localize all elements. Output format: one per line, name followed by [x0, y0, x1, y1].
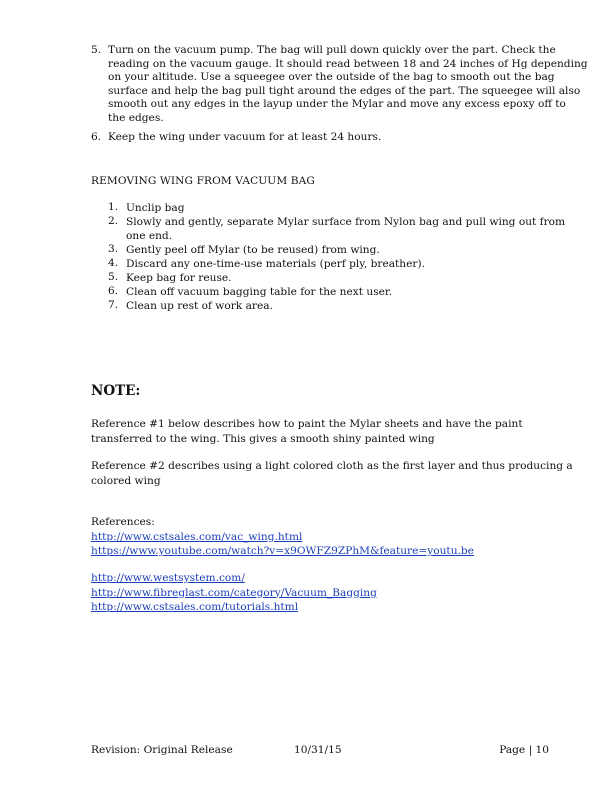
footer-revision: Revision: Original Release	[91, 744, 233, 756]
list-item	[126, 299, 273, 313]
text-line: Keep bag for reuse.	[126, 272, 232, 284]
text-line: Unclip bag	[126, 202, 185, 214]
text-line: on your altitude. Use a squeegee over the outside of the bag to smooth out the bag	[108, 71, 555, 84]
list-number: 5.	[108, 271, 119, 283]
reference-link[interactable]: https://www.youtube.com/watch?v=x9OWFZ9ZPhM&feature=youtu.be	[91, 545, 474, 557]
step-number: 5.	[91, 44, 102, 56]
references-label: References:	[91, 516, 155, 528]
step-text	[108, 44, 588, 126]
removing-heading: REMOVING WING FROM VACUUM BAG	[91, 175, 315, 187]
list-item	[126, 215, 565, 243]
list-number: 7.	[108, 299, 119, 311]
step-number: 6.	[91, 131, 102, 143]
text-line: transferred to the wing. This gives a smooth shiny painted wing	[91, 432, 435, 445]
list-number: 6.	[108, 285, 119, 297]
note-heading: NOTE:	[91, 383, 141, 399]
text-line: Reference #2 describes using a light colored cloth as the first layer and thus producing a	[91, 460, 573, 472]
reference-link[interactable]: http://www.cstsales.com/vac_wing.html	[91, 530, 303, 543]
list-item	[126, 201, 185, 215]
text-line: Slowly and gently, separate Mylar surface from Nylon bag and pull wing out from	[126, 216, 566, 228]
reference-link[interactable]: http://www.fibreglast.com/category/Vacuum_Bagging	[91, 586, 377, 599]
list-item	[126, 243, 380, 257]
text-line: Clean off vacuum bagging table for the next user.	[126, 286, 393, 298]
text-line: Discard any one-time-use materials (perf ply, breather).	[126, 258, 425, 270]
footer-page-number: Page | 10	[499, 744, 549, 756]
step-text	[108, 131, 549, 145]
text-line: colored wing	[91, 474, 161, 487]
text-line: Gently peel off Mylar (to be reused) from wing.	[126, 244, 380, 256]
footer-date: 10/31/15	[294, 744, 342, 756]
note-paragraph-1	[91, 417, 561, 446]
reference-link[interactable]: http://www.cstsales.com/tutorials.html	[91, 601, 299, 613]
text-line: smooth out any edges in the layup under the Mylar and move any excess epoxy off to	[108, 98, 566, 111]
reference-link[interactable]: http://www.westsystem.com/	[91, 572, 245, 584]
text-line: one end.	[126, 230, 173, 242]
text-line: the edges.	[108, 111, 164, 124]
note-paragraph-2	[91, 459, 573, 488]
list-item	[126, 257, 425, 271]
text-line: reading on the vacuum gauge. It should read between 18 and 24 inches of Hg depending	[108, 57, 588, 70]
text-line: surface and help the bag pull tight around the edges of the part. The squeegee will also	[108, 84, 581, 97]
references	[91, 515, 561, 559]
references-more	[91, 571, 561, 615]
list-item	[126, 271, 232, 285]
text-line: Keep the wing under vacuum for at least 24 hours.	[108, 131, 382, 143]
text-line: Reference #1 below describes how to paint the Mylar sheets and have the paint	[91, 418, 523, 430]
text-line: Turn on the vacuum pump. The bag will pull down quickly over the part. Check the	[108, 44, 556, 56]
list-number: 3.	[108, 243, 119, 255]
list-item	[126, 285, 392, 299]
text-line: Clean up rest of work area.	[126, 300, 273, 312]
list-number: 2.	[108, 215, 119, 227]
list-number: 1.	[108, 201, 119, 213]
list-number: 4.	[108, 257, 119, 269]
